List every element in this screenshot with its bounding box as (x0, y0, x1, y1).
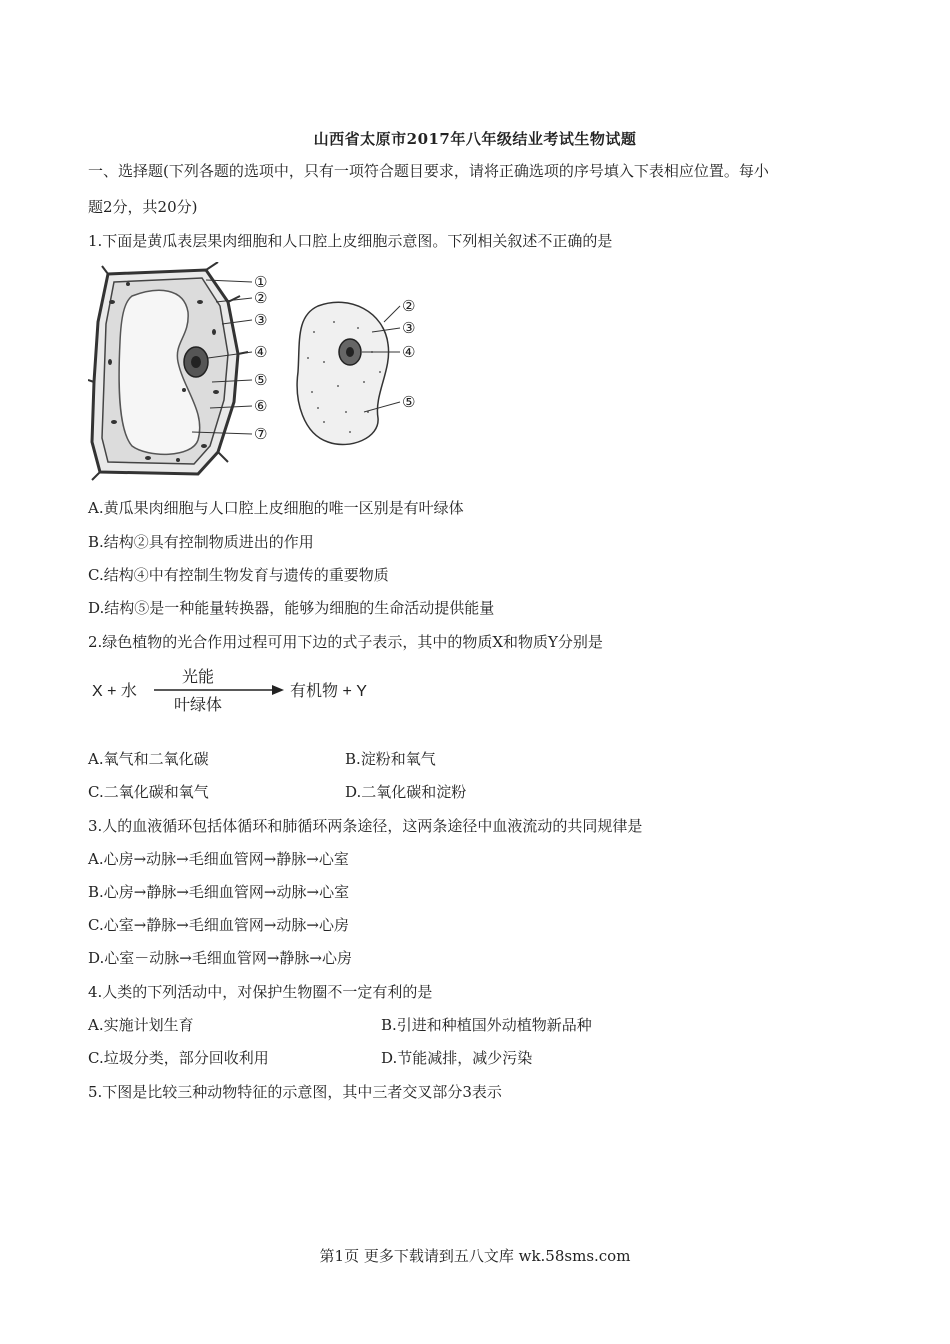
cell-diagram (88, 262, 428, 482)
plant-label-4: ④ (254, 343, 268, 361)
plant-label-7: ⑦ (254, 425, 268, 443)
q4-option-a: A.实施计划生育 (88, 1016, 194, 1034)
q2-option-b: B.淀粉和氧气 (345, 750, 436, 768)
page-title: 山西省太原市2017年八年级结业考试生物试题 (313, 130, 637, 148)
q4-stem: 4.人类的下列活动中，对保护生物圈不一定有利的是 (88, 983, 433, 1001)
photosynthesis-equation (92, 664, 392, 716)
q1-stem: 1.下面是黄瓜表层果肉细胞和人口腔上皮细胞示意图。下列相关叙述不正确的是 (88, 232, 613, 250)
q2-option-d: D.二氧化碳和淀粉 (345, 783, 467, 801)
q2-option-c: C.二氧化碳和氧气 (88, 783, 209, 801)
plant-label-3: ③ (254, 311, 268, 329)
arrow-right-icon (272, 685, 284, 695)
q2-stem: 2.绿色植物的光合作用过程可用下边的式子表示，其中的物质X和物质Y分别是 (88, 633, 603, 651)
page-footer: 第1页 更多下载请到五八文库 wk.58sms.com (319, 1247, 631, 1265)
equation-below: 叶绿体 (174, 697, 223, 714)
plant-label-2: ② (254, 289, 268, 307)
q3-option-c: C.心室→静脉→毛细血管网→动脉→心房 (88, 916, 349, 934)
q2-option-a: A.氧气和二氧化碳 (88, 750, 209, 768)
q3-option-a: A.心房→动脉→毛细血管网→静脉→心室 (88, 850, 349, 868)
q4-option-c: C.垃圾分类，部分回收利用 (88, 1049, 269, 1067)
q1-option-b: B.结构②具有控制物质进出的作用 (88, 533, 314, 551)
q4-option-b: B.引进和种植国外动植物新品种 (381, 1016, 592, 1034)
equation-above: 光能 (182, 669, 215, 686)
q1-option-c: C.结构④中有控制生物发育与遗传的重要物质 (88, 566, 389, 584)
animal-label-5: ⑤ (402, 393, 416, 411)
animal-label-2: ② (402, 297, 416, 315)
q4-option-d: D.节能减排，减少污染 (381, 1049, 533, 1067)
q1-option-a: A.黄瓜果肉细胞与人口腔上皮细胞的唯一区别是有叶绿体 (88, 499, 464, 517)
q3-stem: 3.人的血液循环包括体循环和肺循环两条途径，这两条途径中血液流动的共同规律是 (88, 817, 643, 835)
q5-stem: 5.下图是比较三种动物特征的示意图，其中三者交叉部分3表示 (88, 1083, 502, 1101)
q3-option-b: B.心房→静脉→毛细血管网→动脉→心室 (88, 883, 350, 901)
animal-cell (297, 302, 388, 444)
q3-option-d: D.心室－动脉→毛细血管网→静脉→心房 (88, 949, 352, 967)
section-heading-line1: 一、选择题(下列各题的选项中，只有一项符合题目要求，请将正确选项的序号填入下表相应位置。每小 (88, 162, 769, 180)
equation-left: X + 水 (92, 683, 137, 700)
plant-label-1: ① (254, 273, 268, 291)
plant-label-5: ⑤ (254, 371, 268, 389)
q1-option-d: D.结构⑤是一种能量转换器，能够为细胞的生命活动提供能量 (88, 599, 495, 617)
section-heading-line2: 题2分，共20分) (88, 198, 198, 216)
animal-label-4: ④ (402, 343, 416, 361)
animal-label-3: ③ (402, 319, 416, 337)
equation-right: 有机物 + Y (290, 683, 367, 700)
plant-label-6: ⑥ (254, 397, 268, 415)
